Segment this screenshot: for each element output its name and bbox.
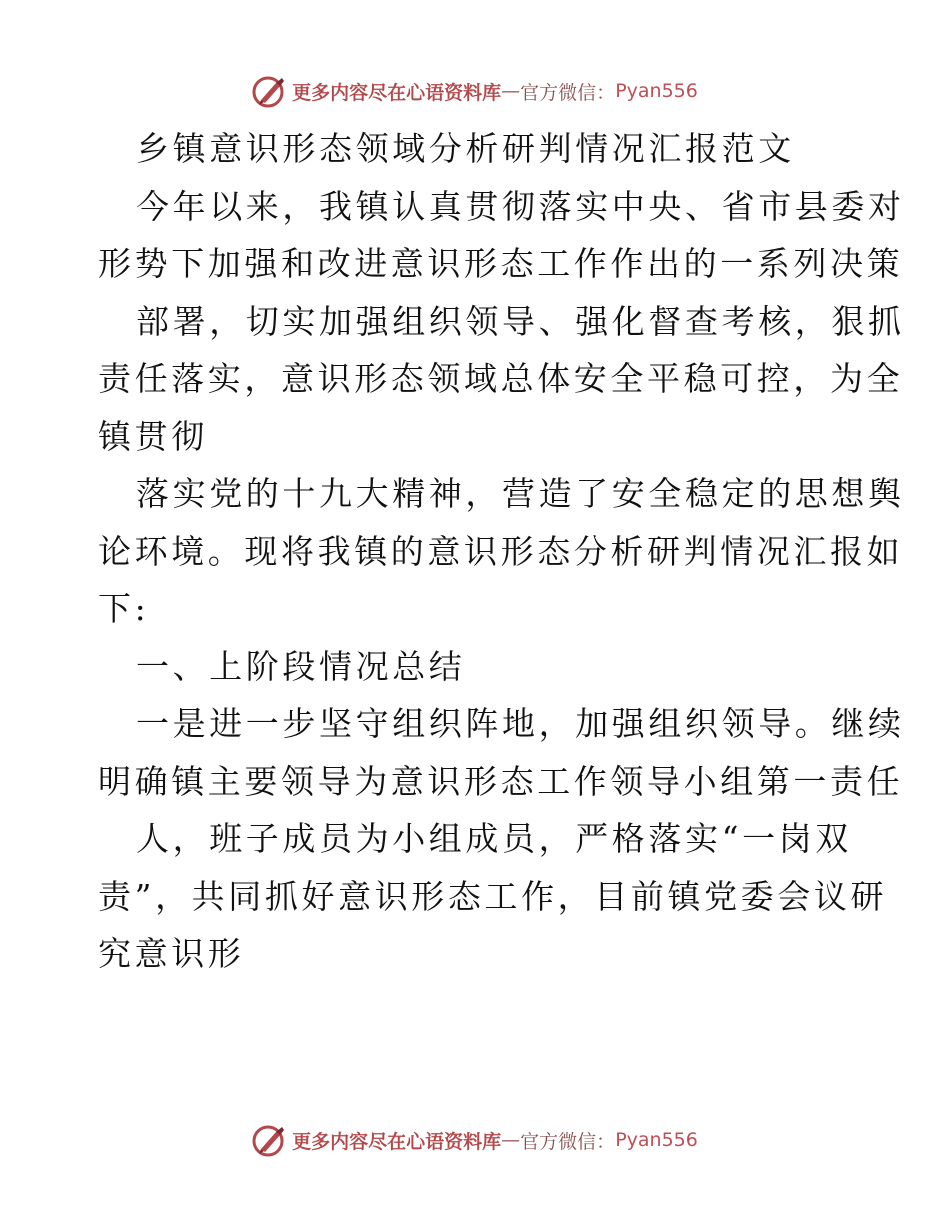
watermark-text: 更多内容尽在心语资料库 bbox=[292, 1130, 502, 1153]
text-line: 人，班子成员为小组成员，严格落实“一岗双 bbox=[136, 819, 852, 858]
text-line: 下: bbox=[98, 589, 150, 628]
section-heading: 一、上阶段情况总结 bbox=[136, 646, 466, 686]
document-title: 乡镇意识形态领域分析研判情况汇报范文 bbox=[136, 129, 795, 168]
text-line: 论环境。现将我镇的意识形态分析研判情况汇报如 bbox=[98, 531, 904, 571]
text-line: 部署，切实加强组织领导、强化督查考核，狠抓 bbox=[136, 301, 905, 341]
watermark-text: 更多内容尽在心语资料库 bbox=[292, 81, 502, 104]
watermark-wechat-label: 官方微信： bbox=[520, 1130, 616, 1153]
watermark-wechat-id: Pyan556 bbox=[615, 80, 698, 102]
text-line: 一是进一步坚守组织阵地，加强组织领导。继续 bbox=[136, 704, 905, 743]
text-line: 落实党的十九大精神，营造了安全稳定的思想舆 bbox=[136, 474, 905, 513]
text-line: 责”，共同抓好意识形态工作，目前镇党委会议研 bbox=[98, 876, 888, 916]
text-line: 今年以来，我镇认真贯彻落实中央、省市县委对 bbox=[136, 186, 905, 226]
watermark-wechat-label: 官方微信： bbox=[520, 81, 616, 104]
text-line: 责任落实，意识形态领域总体安全平稳可控，为全 bbox=[98, 359, 904, 398]
header-watermark bbox=[0, 71, 950, 111]
pen-logo-icon bbox=[252, 74, 286, 108]
text-line: 形势下加强和改进意识形态工作作出的一系列决策 bbox=[98, 244, 904, 283]
pen-logo-icon bbox=[252, 1123, 286, 1157]
text-line: 镇贯彻 bbox=[98, 416, 208, 456]
document-body bbox=[98, 120, 905, 983]
watermark-separator: — bbox=[501, 80, 521, 102]
watermark-wechat-id: Pyan556 bbox=[615, 1129, 698, 1151]
footer-watermark bbox=[0, 1120, 950, 1160]
text-line: 究意识形 bbox=[98, 934, 245, 973]
watermark-separator: — bbox=[501, 1129, 521, 1151]
text-line: 明确镇主要领导为意识形态工作领导小组第一责任 bbox=[98, 761, 904, 801]
